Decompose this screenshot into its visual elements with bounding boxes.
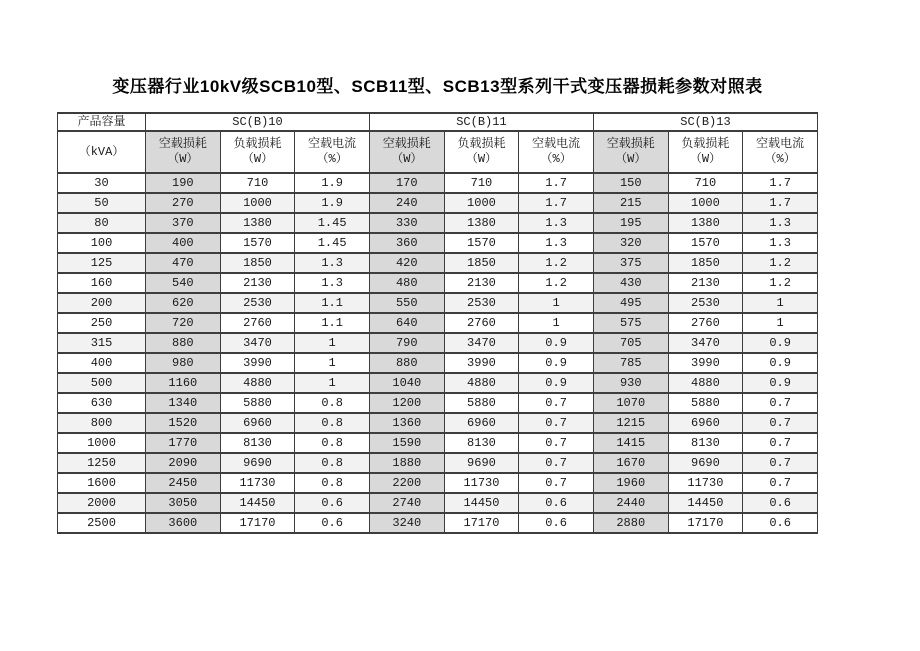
load-loss-cell: 1000 — [668, 193, 743, 213]
noload-current-cell: 1.1 — [295, 293, 370, 313]
load-loss-cell: 5880 — [220, 393, 295, 413]
noload-current-cell: 0.7 — [519, 453, 594, 473]
noload-current-cell: 0.6 — [519, 513, 594, 533]
load-loss-cell: 4880 — [668, 373, 743, 393]
table-row — [58, 213, 818, 233]
noload-loss-cell: 195 — [593, 213, 668, 233]
noload-loss-cell: 3600 — [146, 513, 221, 533]
capacity-cell: 630 — [58, 393, 146, 413]
noload-current-cell: 1 — [519, 313, 594, 333]
noload-loss-cell: 240 — [369, 193, 444, 213]
load-loss-cell: 9690 — [668, 453, 743, 473]
load-loss-cell: 1850 — [220, 253, 295, 273]
load-loss-cell: 2530 — [668, 293, 743, 313]
load-loss-cell: 2130 — [444, 273, 519, 293]
noload-loss-cell: 575 — [593, 313, 668, 333]
noload-current-cell: 0.7 — [743, 393, 818, 413]
noload-loss-cell: 790 — [369, 333, 444, 353]
capacity-cell: 315 — [58, 333, 146, 353]
load-loss-cell: 1850 — [668, 253, 743, 273]
capacity-cell: 2500 — [58, 513, 146, 533]
load-loss-cell: 2530 — [444, 293, 519, 313]
sub-header-row — [58, 131, 818, 173]
noload-current-cell: 1.3 — [743, 213, 818, 233]
noload-current-cell: 0.7 — [519, 393, 594, 413]
load-loss-cell: 9690 — [220, 453, 295, 473]
noload-current-cell: 1.2 — [743, 273, 818, 293]
noload-current-cell: 1.7 — [519, 193, 594, 213]
load-loss-cell: 8130 — [668, 433, 743, 453]
table-row — [58, 393, 818, 413]
noload-current-cell: 1.7 — [743, 193, 818, 213]
noload-loss-cell: 480 — [369, 273, 444, 293]
noload-loss-cell: 150 — [593, 173, 668, 193]
noload-loss-cell: 330 — [369, 213, 444, 233]
noload-loss-cell: 705 — [593, 333, 668, 353]
noload-loss-cell: 930 — [593, 373, 668, 393]
noload-loss-cell: 2450 — [146, 473, 221, 493]
noload-loss-cell: 2090 — [146, 453, 221, 473]
noload-current-cell: 1 — [519, 293, 594, 313]
scb13-noload-current-header: 空载电流（%） — [743, 131, 818, 173]
noload-current-cell: 0.8 — [295, 473, 370, 493]
noload-loss-cell: 375 — [593, 253, 668, 273]
scb13-load-loss-header: 负载损耗（W） — [668, 131, 743, 173]
capacity-cell: 800 — [58, 413, 146, 433]
noload-current-cell: 1.9 — [295, 193, 370, 213]
capacity-cell: 500 — [58, 373, 146, 393]
capacity-cell: 30 — [58, 173, 146, 193]
noload-current-cell: 0.7 — [743, 453, 818, 473]
transformer-loss-table — [57, 112, 818, 534]
load-loss-cell: 4880 — [220, 373, 295, 393]
load-loss-cell: 14450 — [220, 493, 295, 513]
noload-current-cell: 1.9 — [295, 173, 370, 193]
noload-current-cell: 0.7 — [519, 473, 594, 493]
noload-loss-cell: 215 — [593, 193, 668, 213]
load-loss-cell: 8130 — [220, 433, 295, 453]
page-title: 变压器行业10kV级SCB10型、SCB11型、SCB13型系列干式变压器损耗参数对照表 — [112, 77, 763, 96]
scb13-noload-loss-header: 空载损耗（W） — [593, 131, 668, 173]
load-loss-cell: 1000 — [444, 193, 519, 213]
capacity-cell: 400 — [58, 353, 146, 373]
group-header-scb13: SC(B)13 — [593, 113, 817, 131]
noload-current-cell: 0.7 — [519, 413, 594, 433]
capacity-cell: 50 — [58, 193, 146, 213]
noload-loss-cell: 1340 — [146, 393, 221, 413]
noload-current-cell: 1.45 — [295, 213, 370, 233]
noload-loss-cell: 1360 — [369, 413, 444, 433]
noload-current-cell: 0.9 — [743, 353, 818, 373]
capacity-cell: 200 — [58, 293, 146, 313]
noload-loss-cell: 1040 — [369, 373, 444, 393]
noload-loss-cell: 170 — [369, 173, 444, 193]
noload-loss-cell: 400 — [146, 233, 221, 253]
capacity-cell: 2000 — [58, 493, 146, 513]
noload-loss-cell: 640 — [369, 313, 444, 333]
capacity-cell: 1000 — [58, 433, 146, 453]
table-row — [58, 473, 818, 493]
noload-loss-cell: 420 — [369, 253, 444, 273]
noload-loss-cell: 2740 — [369, 493, 444, 513]
noload-loss-cell: 2200 — [369, 473, 444, 493]
noload-current-cell: 0.8 — [295, 393, 370, 413]
load-loss-cell: 11730 — [220, 473, 295, 493]
table-row — [58, 513, 818, 533]
table-row — [58, 433, 818, 453]
noload-loss-cell: 2880 — [593, 513, 668, 533]
noload-current-cell: 0.9 — [743, 373, 818, 393]
load-loss-cell: 4880 — [444, 373, 519, 393]
noload-loss-cell: 370 — [146, 213, 221, 233]
noload-loss-cell: 1960 — [593, 473, 668, 493]
load-loss-cell: 6960 — [668, 413, 743, 433]
noload-loss-cell: 3240 — [369, 513, 444, 533]
load-loss-cell: 11730 — [444, 473, 519, 493]
group-header-scb11: SC(B)11 — [369, 113, 593, 131]
load-loss-cell: 1380 — [668, 213, 743, 233]
load-loss-cell: 2130 — [668, 273, 743, 293]
load-loss-cell: 14450 — [444, 493, 519, 513]
noload-loss-cell: 1880 — [369, 453, 444, 473]
group-header-scb10: SC(B)10 — [146, 113, 370, 131]
noload-current-cell: 1.3 — [295, 273, 370, 293]
noload-current-cell: 1.1 — [295, 313, 370, 333]
corner-subheader: （kVA） — [58, 131, 146, 173]
table-row — [58, 193, 818, 213]
noload-loss-cell: 550 — [369, 293, 444, 313]
noload-current-cell: 0.6 — [519, 493, 594, 513]
table-row — [58, 413, 818, 433]
scb11-load-loss-header: 负载损耗（W） — [444, 131, 519, 173]
load-loss-cell: 5880 — [668, 393, 743, 413]
noload-current-cell: 0.6 — [743, 513, 818, 533]
noload-loss-cell: 880 — [146, 333, 221, 353]
corner-header: 产品容量 — [58, 113, 146, 131]
noload-loss-cell: 470 — [146, 253, 221, 273]
noload-current-cell: 1.3 — [743, 233, 818, 253]
load-loss-cell: 3990 — [668, 353, 743, 373]
table-row — [58, 353, 818, 373]
noload-loss-cell: 1770 — [146, 433, 221, 453]
noload-current-cell: 0.6 — [295, 493, 370, 513]
noload-loss-cell: 3050 — [146, 493, 221, 513]
load-loss-cell: 1570 — [668, 233, 743, 253]
load-loss-cell: 11730 — [668, 473, 743, 493]
noload-current-cell: 1.3 — [295, 253, 370, 273]
table-row — [58, 253, 818, 273]
noload-current-cell: 1.45 — [295, 233, 370, 253]
noload-current-cell: 0.7 — [519, 433, 594, 453]
capacity-cell: 100 — [58, 233, 146, 253]
load-loss-cell: 17170 — [668, 513, 743, 533]
noload-current-cell: 1.2 — [519, 253, 594, 273]
load-loss-cell: 3990 — [444, 353, 519, 373]
load-loss-cell: 710 — [444, 173, 519, 193]
load-loss-cell: 1000 — [220, 193, 295, 213]
scb10-noload-current-header: 空载电流（%） — [295, 131, 370, 173]
load-loss-cell: 17170 — [220, 513, 295, 533]
noload-loss-cell: 540 — [146, 273, 221, 293]
load-loss-cell: 1570 — [220, 233, 295, 253]
noload-current-cell: 0.7 — [743, 413, 818, 433]
noload-loss-cell: 190 — [146, 173, 221, 193]
noload-loss-cell: 430 — [593, 273, 668, 293]
scb10-load-loss-header: 负载损耗（W） — [220, 131, 295, 173]
group-header-row — [58, 113, 818, 131]
load-loss-cell: 5880 — [444, 393, 519, 413]
load-loss-cell: 710 — [220, 173, 295, 193]
load-loss-cell: 2760 — [444, 313, 519, 333]
table-row — [58, 493, 818, 513]
capacity-cell: 1250 — [58, 453, 146, 473]
table-row — [58, 373, 818, 393]
noload-current-cell: 1.7 — [743, 173, 818, 193]
noload-current-cell: 1 — [295, 353, 370, 373]
noload-loss-cell: 1415 — [593, 433, 668, 453]
noload-loss-cell: 320 — [593, 233, 668, 253]
noload-loss-cell: 1590 — [369, 433, 444, 453]
load-loss-cell: 1380 — [444, 213, 519, 233]
noload-current-cell: 1.3 — [519, 213, 594, 233]
noload-current-cell: 0.7 — [743, 473, 818, 493]
noload-current-cell: 1.2 — [743, 253, 818, 273]
load-loss-cell: 6960 — [220, 413, 295, 433]
load-loss-cell: 3470 — [220, 333, 295, 353]
noload-current-cell: 1 — [295, 333, 370, 353]
noload-loss-cell: 980 — [146, 353, 221, 373]
load-loss-cell: 1570 — [444, 233, 519, 253]
noload-loss-cell: 2440 — [593, 493, 668, 513]
capacity-cell: 1600 — [58, 473, 146, 493]
noload-current-cell: 0.8 — [295, 433, 370, 453]
table-row — [58, 173, 818, 193]
load-loss-cell: 9690 — [444, 453, 519, 473]
load-loss-cell: 2130 — [220, 273, 295, 293]
noload-loss-cell: 785 — [593, 353, 668, 373]
noload-current-cell: 1 — [743, 293, 818, 313]
noload-current-cell: 0.9 — [519, 373, 594, 393]
noload-loss-cell: 270 — [146, 193, 221, 213]
noload-current-cell: 0.7 — [743, 433, 818, 453]
noload-loss-cell: 1215 — [593, 413, 668, 433]
scb10-noload-loss-header: 空载损耗（W） — [146, 131, 221, 173]
noload-loss-cell: 720 — [146, 313, 221, 333]
table-row — [58, 333, 818, 353]
load-loss-cell: 3990 — [220, 353, 295, 373]
noload-loss-cell: 1670 — [593, 453, 668, 473]
load-loss-cell: 3470 — [444, 333, 519, 353]
load-loss-cell: 2760 — [220, 313, 295, 333]
capacity-cell: 125 — [58, 253, 146, 273]
load-loss-cell: 710 — [668, 173, 743, 193]
noload-current-cell: 1.7 — [519, 173, 594, 193]
capacity-cell: 250 — [58, 313, 146, 333]
noload-current-cell: 0.9 — [519, 353, 594, 373]
noload-loss-cell: 1200 — [369, 393, 444, 413]
noload-current-cell: 1.3 — [519, 233, 594, 253]
noload-loss-cell: 880 — [369, 353, 444, 373]
load-loss-cell: 8130 — [444, 433, 519, 453]
table-row — [58, 273, 818, 293]
table-row — [58, 233, 818, 253]
load-loss-cell: 17170 — [444, 513, 519, 533]
load-loss-cell: 2530 — [220, 293, 295, 313]
noload-loss-cell: 360 — [369, 233, 444, 253]
noload-current-cell: 0.6 — [295, 513, 370, 533]
noload-current-cell: 1 — [295, 373, 370, 393]
load-loss-cell: 14450 — [668, 493, 743, 513]
noload-current-cell: 0.9 — [743, 333, 818, 353]
load-loss-cell: 2760 — [668, 313, 743, 333]
noload-loss-cell: 620 — [146, 293, 221, 313]
noload-loss-cell: 1070 — [593, 393, 668, 413]
scb11-noload-loss-header: 空载损耗（W） — [369, 131, 444, 173]
noload-current-cell: 0.6 — [743, 493, 818, 513]
capacity-cell: 80 — [58, 213, 146, 233]
noload-current-cell: 0.8 — [295, 453, 370, 473]
noload-loss-cell: 1160 — [146, 373, 221, 393]
noload-current-cell: 0.9 — [519, 333, 594, 353]
table-row — [58, 313, 818, 333]
load-loss-cell: 6960 — [444, 413, 519, 433]
scb11-noload-current-header: 空载电流（%） — [519, 131, 594, 173]
table-row — [58, 453, 818, 473]
capacity-cell: 160 — [58, 273, 146, 293]
load-loss-cell: 1380 — [220, 213, 295, 233]
noload-current-cell: 0.8 — [295, 413, 370, 433]
noload-loss-cell: 495 — [593, 293, 668, 313]
load-loss-cell: 1850 — [444, 253, 519, 273]
noload-current-cell: 1.2 — [519, 273, 594, 293]
noload-loss-cell: 1520 — [146, 413, 221, 433]
noload-current-cell: 1 — [743, 313, 818, 333]
load-loss-cell: 3470 — [668, 333, 743, 353]
table-row — [58, 293, 818, 313]
